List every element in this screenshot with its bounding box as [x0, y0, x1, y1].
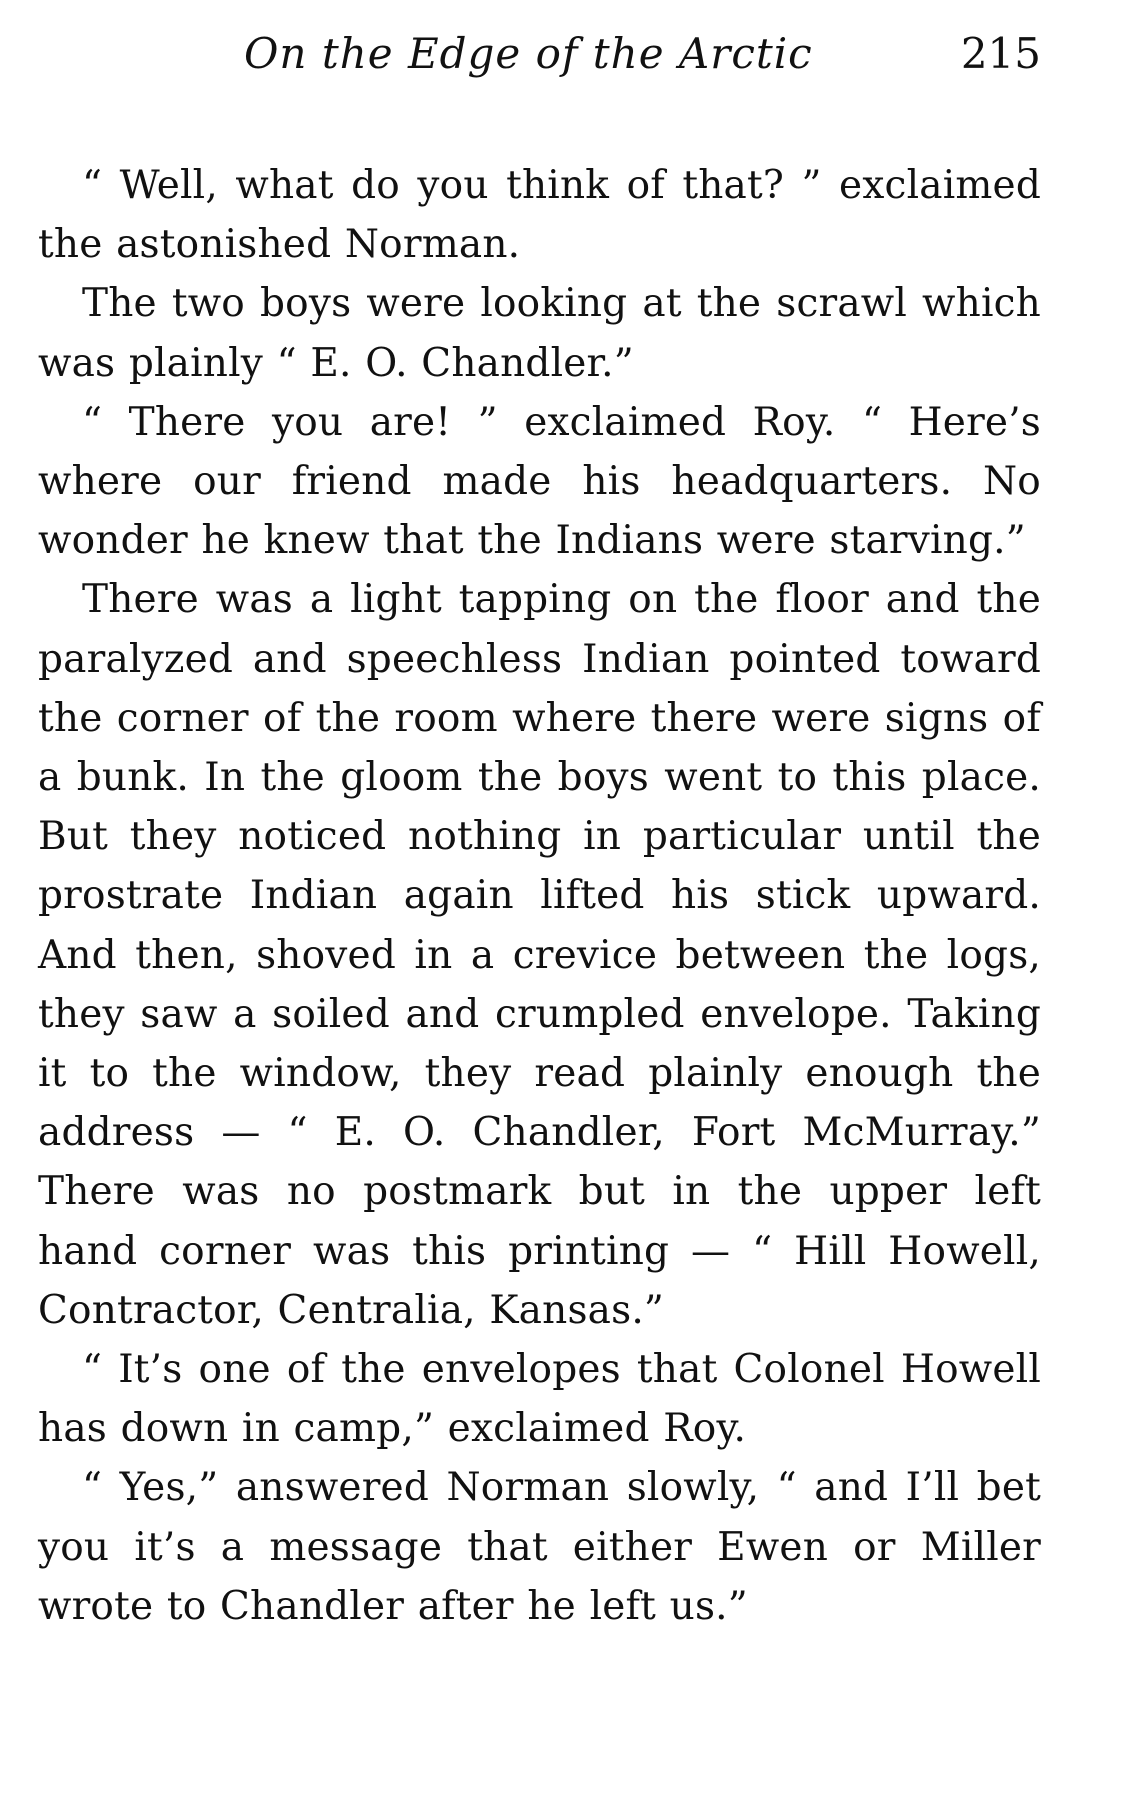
- paragraph: “ Yes,” answered Norman slowly, “ and I’ll bet you it’s a message that either Ewen or Miller wrote to Chandler after he left us.”: [38, 1465, 1041, 1629]
- running-title: On the Edge of the Arctic: [244, 29, 813, 78]
- page-number: 215: [960, 29, 1041, 78]
- paragraph: “ It’s one of the envelopes that Colonel Howell has down in camp,” exclaimed Roy.: [38, 1347, 1041, 1452]
- paragraph: “ Well, what do you think of that? ” exclaimed the astonished Norman.: [38, 163, 1041, 268]
- running-head: [38, 28, 1041, 88]
- paragraph: The two boys were looking at the scrawl which was plainly “ E. O. Chandler.”: [38, 281, 1041, 386]
- paragraph: There was a light tapping on the floor and the paralyzed and speechless Indian pointed toward the corner of the room where there were signs of a bunk. In the gloom the boys went to this place. But they noticed nothing in particular until the prostrate Indian again lifted his stick upward. And then, shoved in a crevice between the logs, they saw a soiled and crumpled envelope. Taking it to the window, they read plainly enough the address — “ E. O. Chandler, Fort McMurray.” There was no postmark but in the upper left hand corner was this printing — “ Hill Howell, Contractor, Centralia, Kansas.”: [38, 577, 1041, 1333]
- book-page: [38, 28, 1041, 1636]
- paragraph: “ There you are! ” exclaimed Roy. “ Here’s where our friend made his headquarters. No wonder he knew that the Indians were starving.”: [38, 399, 1041, 564]
- body-text: [38, 156, 1041, 1636]
